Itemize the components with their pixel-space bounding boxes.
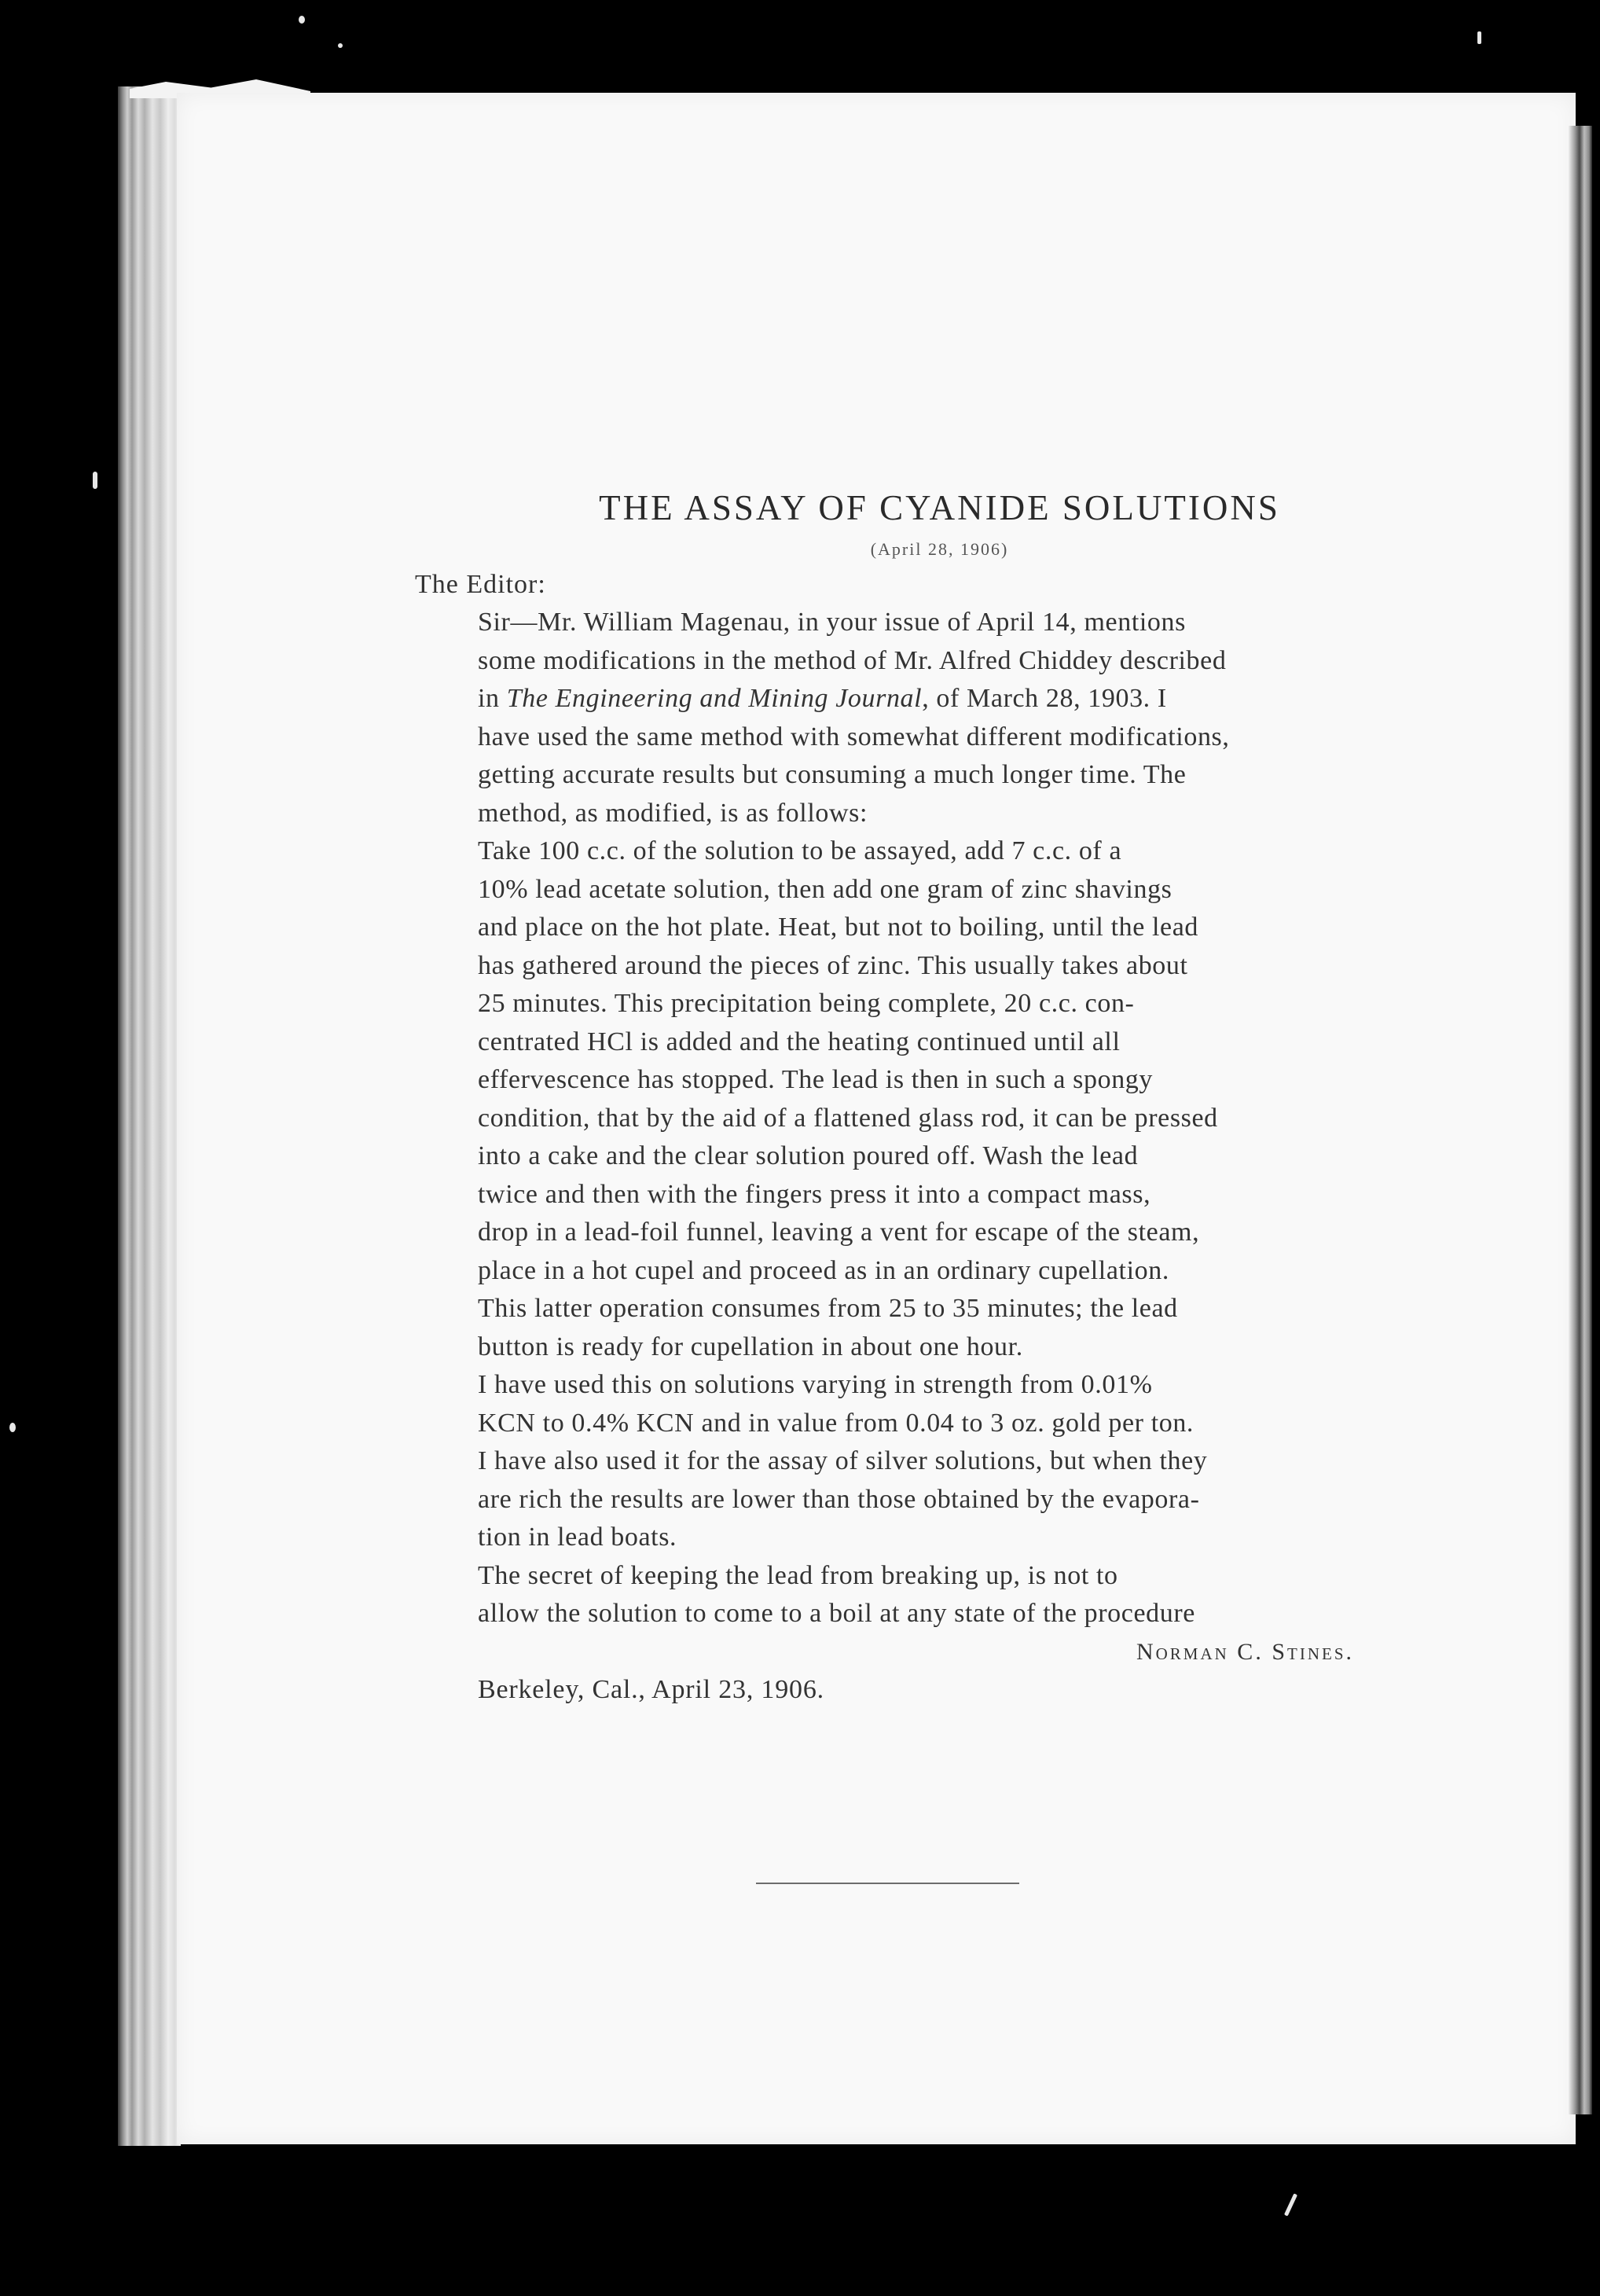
- text-line: has gathered around the pieces of zinc. This usually takes about: [478, 950, 1188, 980]
- salutation: The Editor:: [415, 570, 546, 599]
- dust-speck: [93, 472, 97, 489]
- dust-speck: [1477, 31, 1481, 44]
- text-line: place in a hot cupel and proceed as in an ordinary cupellation.: [478, 1255, 1169, 1285]
- dust-speck: [299, 16, 305, 24]
- text-line: effervescence has stopped. The lead is then in such a spongy: [478, 1065, 1153, 1094]
- text-line: 25 minutes. This precipitation being complete, 20 c.c. con-: [478, 989, 1135, 1018]
- text-line: getting accurate results but consuming a much longer time. The: [478, 760, 1187, 789]
- text-line: drop in a lead-foil funnel, leaving a vent for escape of the steam,: [478, 1218, 1200, 1247]
- page-stack-right-edge: [1569, 126, 1592, 2114]
- place-and-date: Berkeley, Cal., April 23, 1906.: [478, 1674, 824, 1704]
- text-line: condition, that by the aid of a flattened glass rod, it can be pressed: [478, 1103, 1218, 1133]
- text-line: in The Engineering and Mining Journal, of March 28, 1903. I: [478, 684, 1167, 713]
- text-line: have used the same method with somewhat different modifications,: [478, 722, 1230, 751]
- text-line: centrated HCl is added and the heating continued until all: [478, 1027, 1121, 1056]
- dust-speck: [1284, 2193, 1297, 2216]
- paragraph-2: [415, 832, 1378, 1366]
- end-rule: [756, 1883, 1019, 1884]
- text-line: are rich the results are lower than those obtained by the evapora-: [478, 1484, 1200, 1514]
- text-line: I have also used it for the assay of silver solutions, but when they: [478, 1446, 1208, 1475]
- text-line: This latter operation consumes from 25 to 35 minutes; the lead: [478, 1294, 1178, 1323]
- text-line: I have used this on solutions varying in strength from 0.01%: [478, 1370, 1153, 1399]
- dust-speck: [338, 43, 343, 48]
- dust-speck: [9, 1423, 16, 1432]
- paragraph-4: [415, 1557, 1378, 1633]
- text-line: 10% lead acetate solution, then add one gram of zinc shavings: [478, 874, 1172, 904]
- paragraph-3: [415, 1366, 1378, 1557]
- text-line: The secret of keeping the lead from breaking up, is not to: [478, 1560, 1118, 1590]
- article-title: THE ASSAY OF CYANIDE SOLUTIONS: [599, 488, 1280, 527]
- text-line: button is ready for cupellation in about one hour.: [478, 1332, 1023, 1361]
- article: [415, 484, 1378, 1709]
- text-line: allow the solution to come to a boil at any state of the procedure: [478, 1599, 1195, 1628]
- journal-title: The Engineering and Mining Journal: [506, 684, 923, 713]
- text-line: KCN to 0.4% KCN and in value from 0.04 to 3 oz. gold per ton.: [478, 1408, 1194, 1438]
- text-line: Sir—Mr. William Magenau, in your issue of April 14, mentions: [478, 608, 1186, 637]
- text-line: some modifications in the method of Mr. Alfred Chiddey described: [478, 645, 1227, 675]
- page-stack-left-edge: [118, 86, 181, 2146]
- text-line: method, as modified, is as follows:: [478, 798, 868, 828]
- text-line: tion in lead boats.: [478, 1523, 677, 1552]
- text-line: Take 100 c.c. of the solution to be assayed, add 7 c.c. of a: [478, 836, 1122, 865]
- article-date: (April 28, 1906): [870, 539, 1009, 559]
- text-line: and place on the hot plate. Heat, but not to boiling, until the lead: [478, 913, 1199, 942]
- author-signature: Norman C. Stines.: [1136, 1638, 1354, 1665]
- paragraph-1: [415, 604, 1378, 832]
- text-line: twice and then with the fingers press it into a compact mass,: [478, 1179, 1151, 1209]
- text-line: into a cake and the clear solution poured off. Wash the lead: [478, 1141, 1139, 1170]
